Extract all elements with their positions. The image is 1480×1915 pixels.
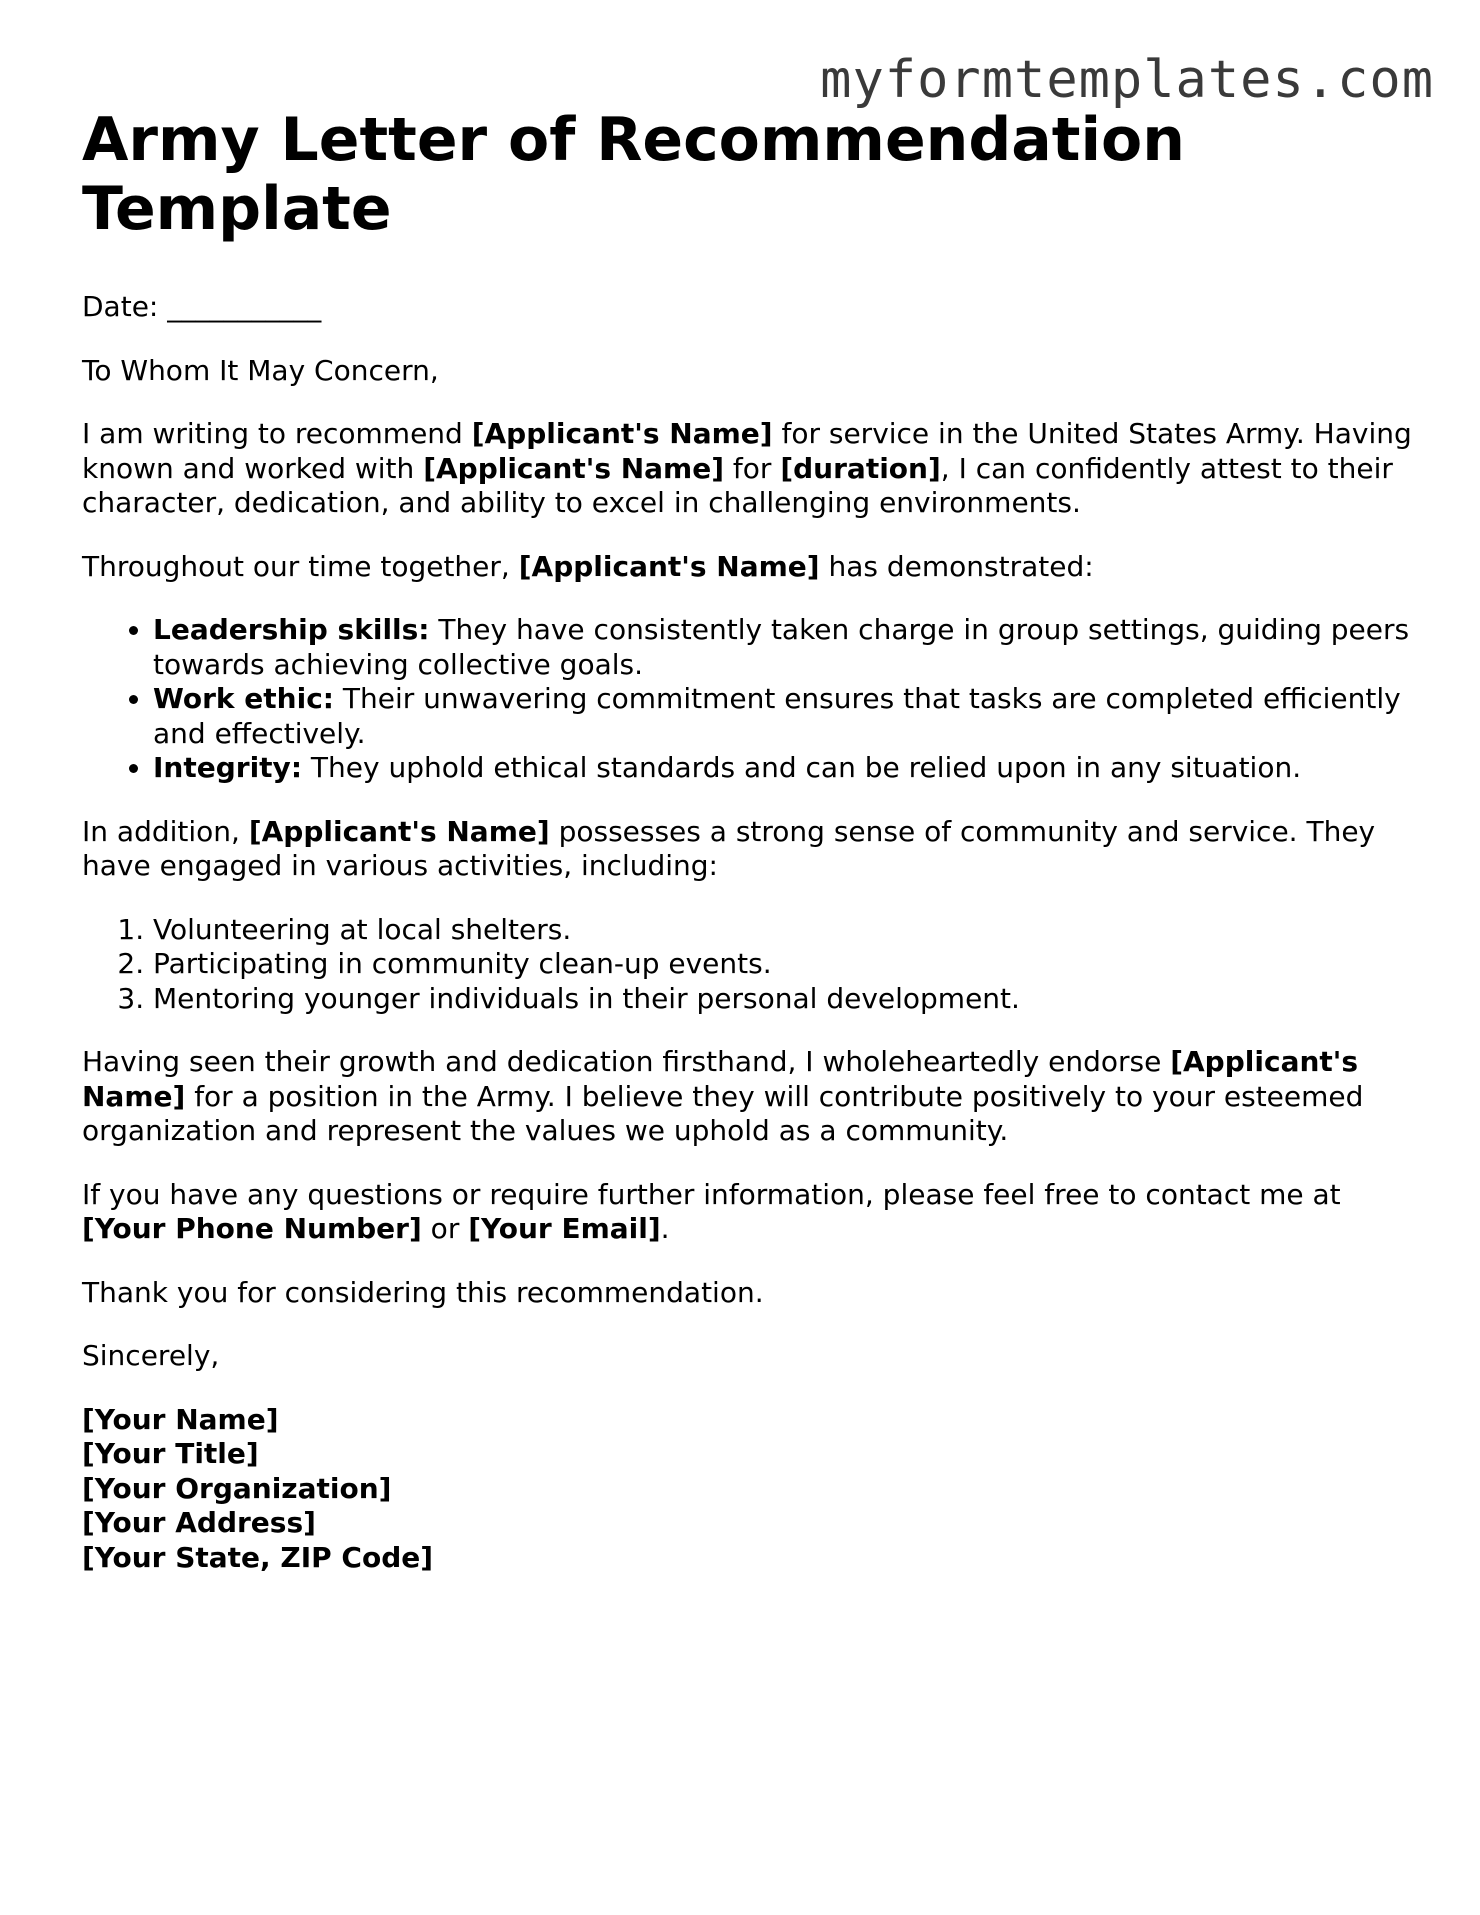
text-run: or <box>421 1212 469 1245</box>
document-title: Army Letter of Recommendation Template <box>82 105 1185 244</box>
quality-label: Leadership skills: <box>153 613 430 646</box>
text-run: If you have any questions or require further information, please feel free to contact me at <box>82 1177 1341 1211</box>
demonstrated-paragraph <box>82 550 1412 585</box>
signature-title: [Your Title] <box>82 1437 259 1470</box>
duration-placeholder: [duration] <box>780 451 941 485</box>
letter-document <box>82 106 1412 1604</box>
quality-text: Their unwavering commitment ensures that tasks are completed efficiently and effectively. <box>153 682 1401 750</box>
closing-line: Sincerely, <box>82 1339 220 1372</box>
applicant-name-placeholder: [Applicant's Name] <box>248 814 550 848</box>
text-run: for a position in the Army. I believe they will contribute positively to your esteemed organization and represent the values we uphold as a community. <box>82 1079 1364 1147</box>
text-run: has demonstrated: <box>819 549 1094 583</box>
qualities-list <box>82 613 1412 786</box>
signature-name: [Your Name] <box>82 1402 279 1436</box>
text-run: . <box>660 1212 670 1245</box>
community-paragraph <box>82 815 1412 884</box>
text-run: In addition, <box>82 814 249 848</box>
text-run: possesses a strong sense of community and service. They have engaged in various activities, including: <box>82 814 1376 882</box>
text-run: Having seen their growth and dedication firsthand, I wholeheartedly endorse <box>82 1045 1171 1078</box>
applicant-name-placeholder: [Applicant's Name] <box>423 451 725 485</box>
quality-label: Work ethic: <box>153 682 335 715</box>
salutation: To Whom It May Concern, <box>82 353 439 387</box>
thanks-line: Thank you for considering this recommendation. <box>82 1275 764 1309</box>
quality-text: They uphold ethical standards and can be relied upon in any situation. <box>302 751 1302 784</box>
text-run: , I can confidently attest to their character, dedication, and ability to excel in challenging environments. <box>82 451 1393 519</box>
list-item <box>153 682 1412 751</box>
signature-address: [Your Address] <box>82 1506 316 1539</box>
text-run: for service in the United States Army. Having known and worked with <box>82 417 1412 485</box>
date-line: Date: ___________ <box>82 290 322 323</box>
applicant-name-placeholder: [Applicant's Name] <box>518 549 820 583</box>
applicant-name-placeholder: [Applicant's Name] <box>471 417 773 450</box>
text-run: Throughout our time together, <box>82 549 519 583</box>
signature-state-zip: [Your State, ZIP Code] <box>82 1540 434 1574</box>
phone-placeholder: [Your Phone Number] <box>82 1212 422 1245</box>
text-run: for <box>724 451 781 485</box>
watermark-site-name: myformtemplates.com <box>820 50 1434 110</box>
list-item: 3. Mentoring younger individuals in their personal development. <box>153 982 1412 1017</box>
list-item <box>153 751 1412 786</box>
applicant-name-placeholder: [Applicant's Name] <box>82 1045 1359 1113</box>
list-item <box>153 613 1412 682</box>
signature-block <box>82 1403 1412 1576</box>
activities-list <box>82 913 1412 1017</box>
intro-paragraph <box>82 417 1412 521</box>
signature-organization: [Your Organization] <box>82 1471 392 1505</box>
email-placeholder: [Your Email] <box>468 1212 661 1245</box>
quality-text: They have consistently taken charge in group settings, guiding peers towards achieving collective goals. <box>153 613 1410 681</box>
list-item: 2. Participating in community clean-up events. <box>153 947 1412 982</box>
quality-label: Integrity: <box>153 751 303 784</box>
text-run: I am writing to recommend <box>82 417 472 450</box>
list-item: 1. Volunteering at local shelters. <box>153 913 1412 948</box>
endorsement-paragraph <box>82 1045 1412 1149</box>
contact-paragraph <box>82 1178 1412 1247</box>
